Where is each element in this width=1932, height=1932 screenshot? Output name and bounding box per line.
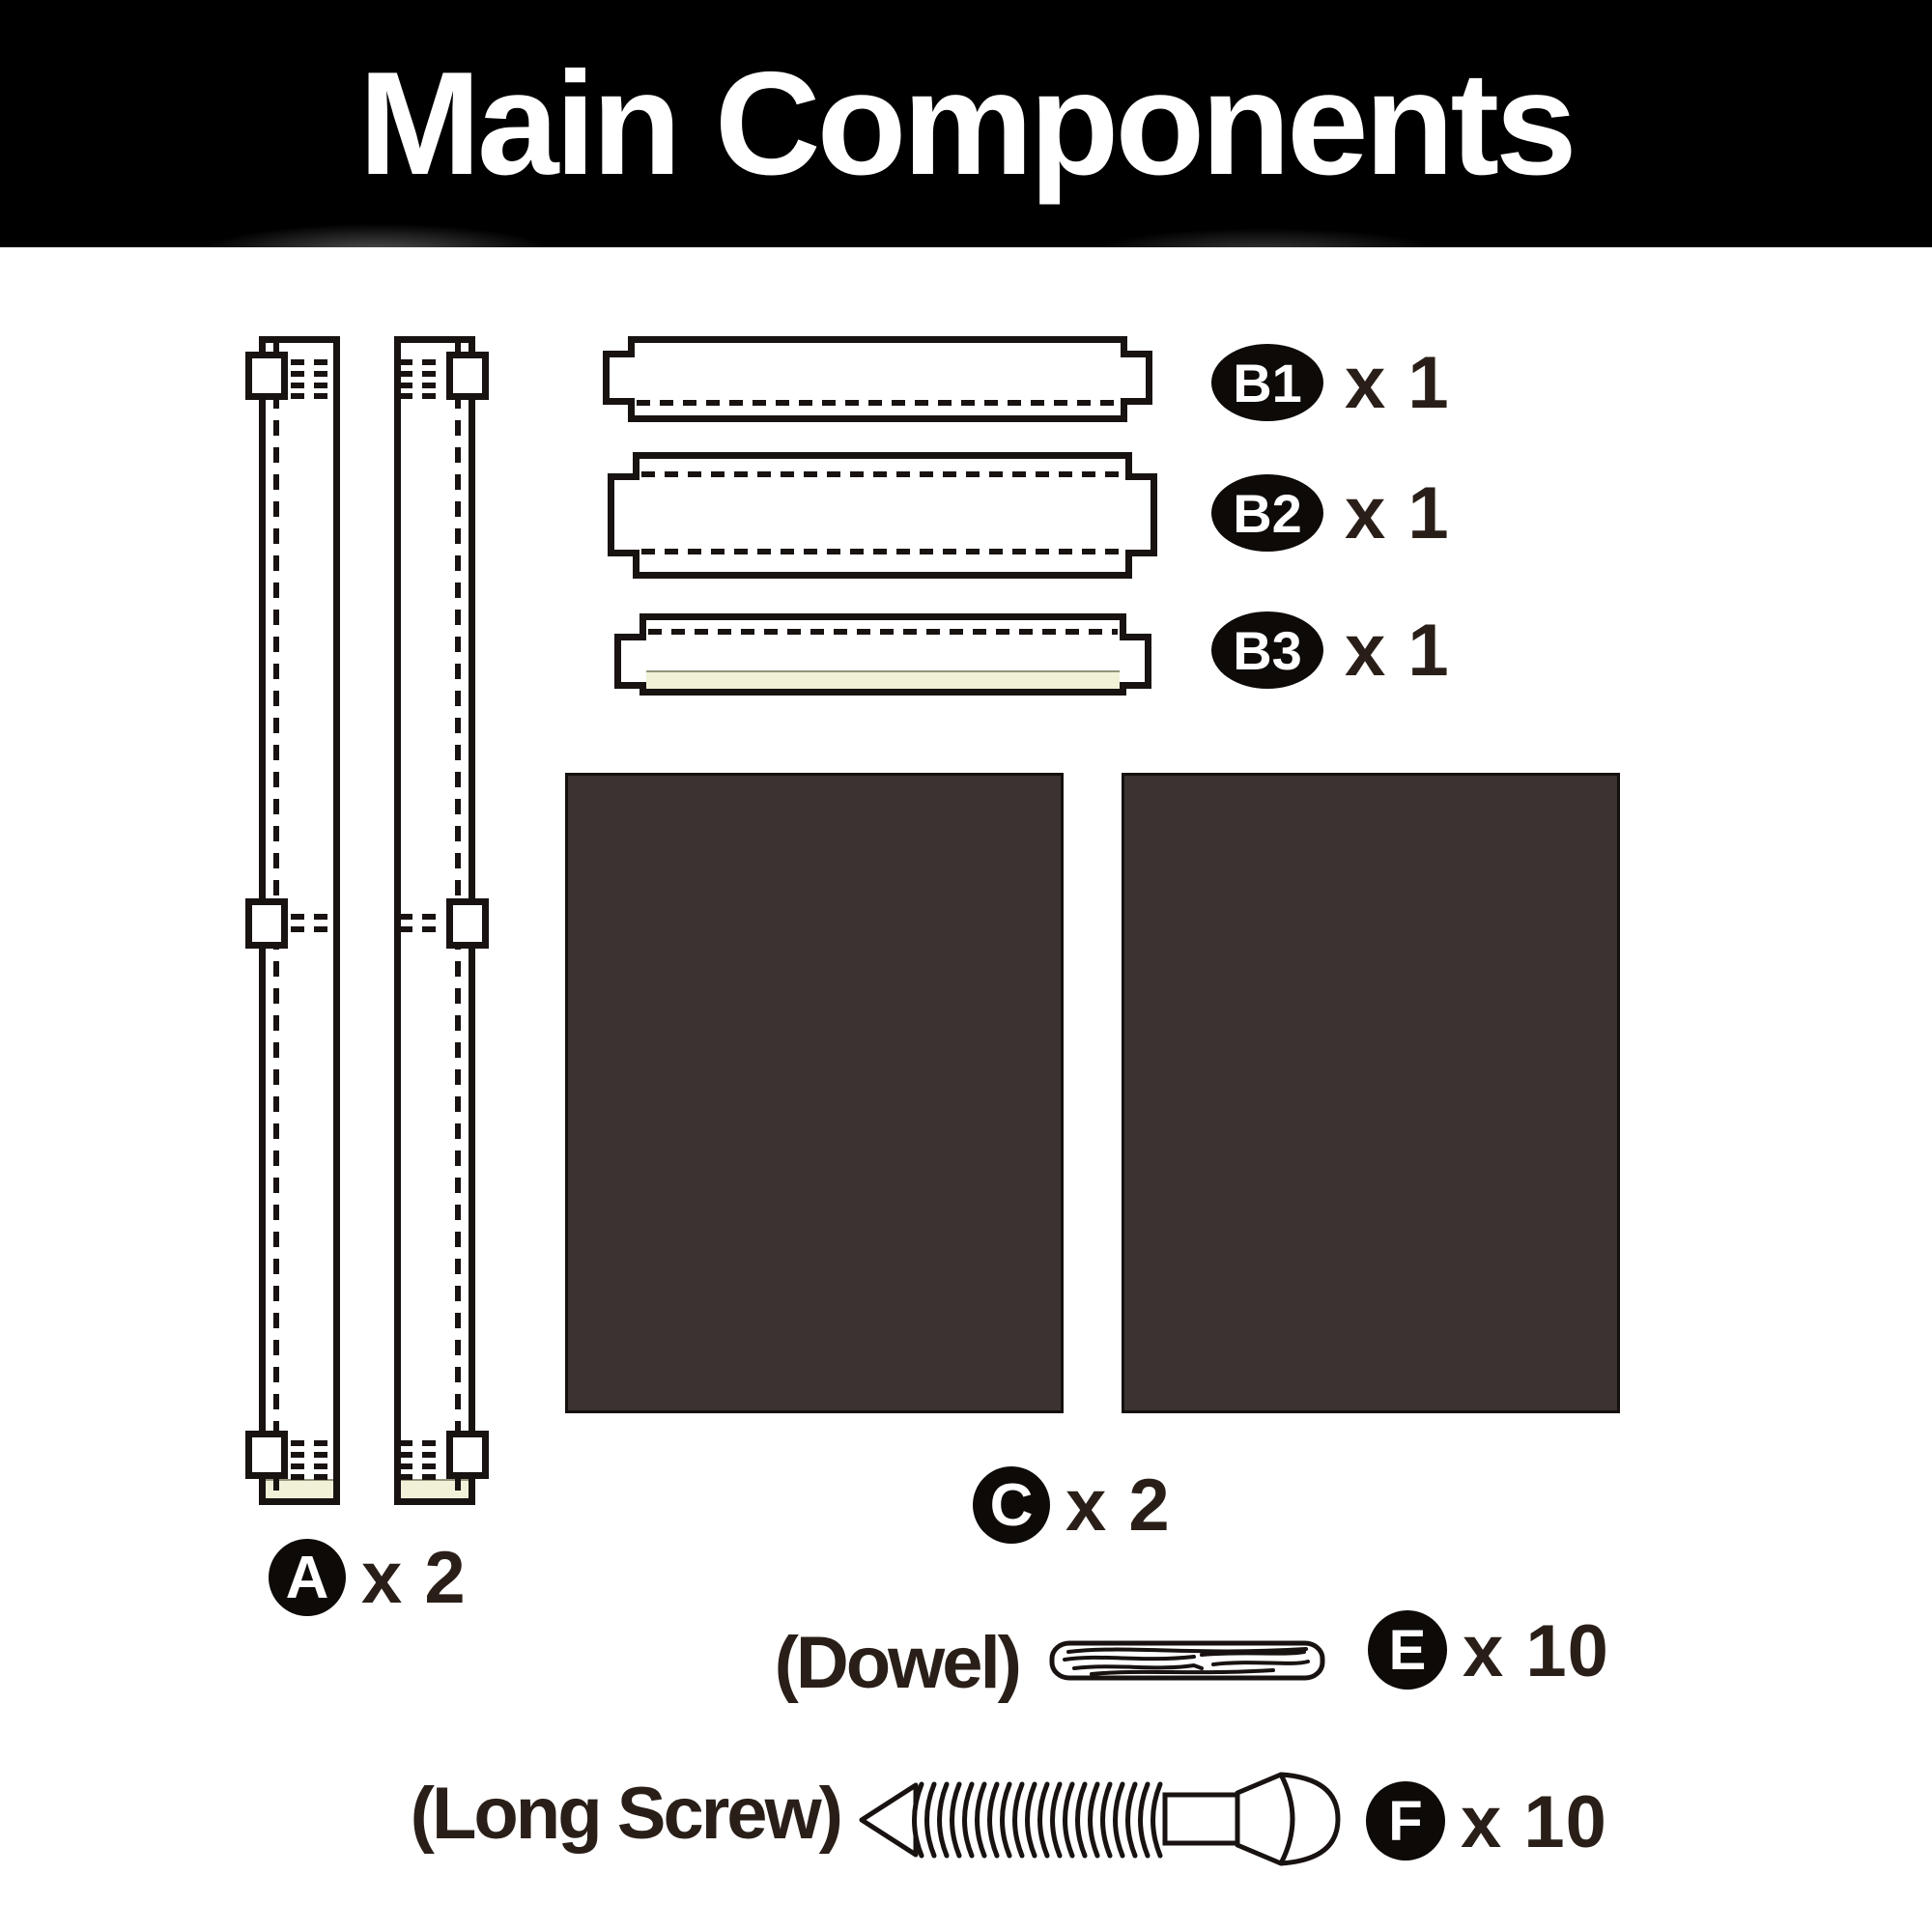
badge-b1-letter: B1: [1233, 352, 1302, 413]
cam-lock-tab: [446, 898, 489, 949]
shelf-board-c1-graphic: [565, 773, 1064, 1413]
joint-dash-mark: [637, 400, 1119, 406]
long-screw-icon: [858, 1770, 1349, 1868]
joint-dash-mark: [399, 1474, 443, 1480]
cam-lock-tab: [245, 352, 288, 400]
joint-dash-mark: [291, 1452, 335, 1458]
joint-dash-mark: [399, 1440, 443, 1446]
joint-dash-mark: [399, 1463, 443, 1469]
long-screw-note-label: (Long Screw): [410, 1773, 840, 1855]
qty-c-label: x 2: [1065, 1463, 1171, 1547]
rail-b3-graphic: [639, 613, 1126, 696]
rail-b2-graphic: [633, 452, 1132, 579]
badge-a: [269, 1539, 346, 1616]
joint-dash-mark: [641, 471, 1123, 477]
badge-b1: [1211, 344, 1323, 421]
joint-dash-mark: [399, 926, 443, 932]
joint-dash-mark: [399, 914, 443, 920]
rail-end-tab: [614, 634, 646, 689]
badge-e: [1368, 1610, 1447, 1690]
joint-dash-mark: [291, 914, 335, 920]
joint-dash-mark: [399, 1452, 443, 1458]
edge-strip: [646, 670, 1120, 689]
badge-f: [1366, 1781, 1445, 1861]
qty-f-label: x 10: [1461, 1780, 1607, 1863]
cam-lock-tab: [245, 1431, 288, 1479]
joint-dash-mark: [291, 1440, 335, 1446]
page-title: Main Components: [358, 42, 1574, 206]
joint-dash-mark: [291, 393, 335, 399]
cam-lock-tab: [245, 898, 288, 949]
cam-lock-tab: [446, 352, 489, 400]
joint-dash-mark: [399, 383, 443, 388]
joint-dash-mark: [291, 1474, 335, 1480]
joint-dash-mark: [399, 371, 443, 377]
joint-dash-mark: [641, 549, 1123, 554]
side-panel-a2-graphic: [394, 336, 475, 1505]
qty-e-label: x 10: [1463, 1609, 1609, 1692]
rail-end-tab: [1120, 634, 1151, 689]
dowel-note-label: (Dowel): [774, 1622, 1019, 1704]
joint-dash-mark: [648, 629, 1118, 635]
rail-end-tab: [1121, 351, 1152, 405]
cam-lock-tab: [446, 1431, 489, 1479]
badge-e-letter: E: [1388, 1618, 1427, 1682]
joint-dash-mark: [399, 359, 443, 365]
rail-b1-graphic: [628, 336, 1127, 422]
rail-end-tab: [603, 351, 635, 405]
joint-dash-mark: [291, 359, 335, 365]
badge-c: [973, 1466, 1050, 1544]
side-panel-a1-graphic: [259, 336, 340, 1505]
header-bar: [0, 0, 1932, 247]
joint-dash-mark: [291, 1463, 335, 1469]
badge-b2-letter: B2: [1233, 482, 1302, 544]
badge-b3: [1211, 611, 1323, 689]
badge-b2: [1211, 474, 1323, 552]
qty-a-label: x 2: [361, 1536, 467, 1619]
shelf-board-c2-graphic: [1122, 773, 1620, 1413]
badge-f-letter: F: [1388, 1789, 1423, 1853]
joint-dash-mark: [399, 393, 443, 399]
joint-dash-mark: [291, 383, 335, 388]
badge-b3-letter: B3: [1233, 619, 1302, 681]
badge-a-letter: A: [285, 1544, 329, 1611]
rail-end-tab: [608, 473, 639, 556]
qty-b2-label: x 1: [1345, 471, 1450, 554]
joint-dash-mark: [291, 371, 335, 377]
dowel-icon: [1049, 1640, 1325, 1681]
qty-b3-label: x 1: [1345, 609, 1450, 692]
rail-end-tab: [1125, 473, 1157, 556]
badge-c-letter: C: [989, 1471, 1034, 1539]
joint-dash-mark: [291, 926, 335, 932]
qty-b1-label: x 1: [1345, 341, 1450, 424]
